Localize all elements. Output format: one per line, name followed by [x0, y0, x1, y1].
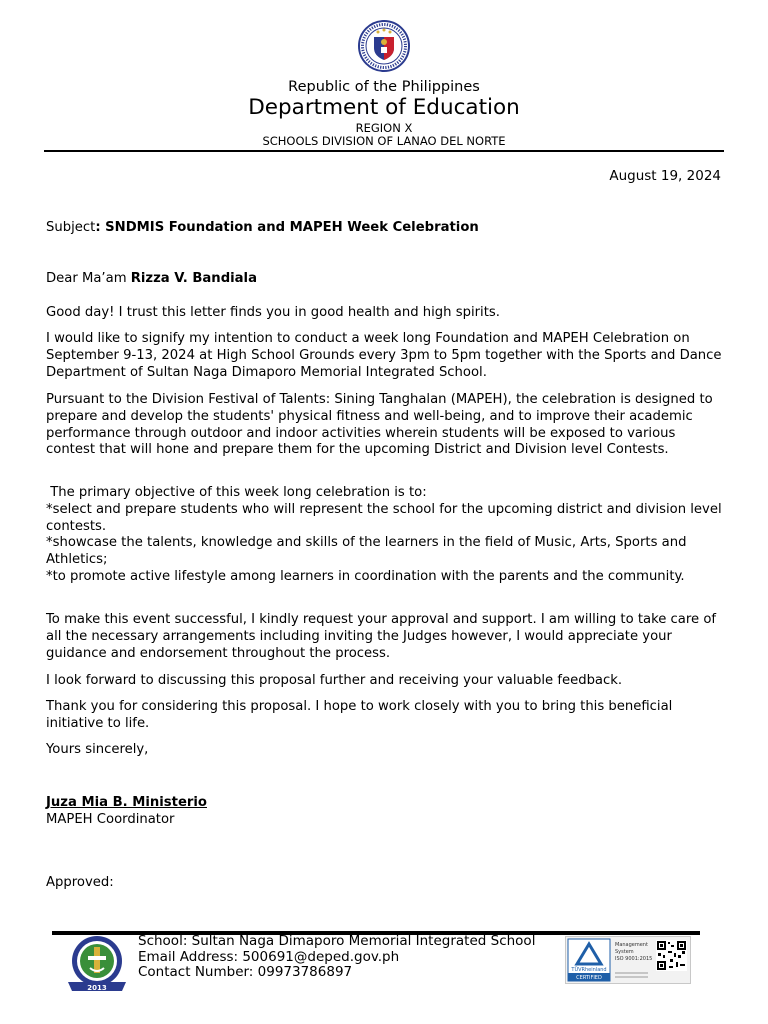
subject-label: Subject — [46, 220, 96, 235]
division-heading: SCHOOLS DIVISION OF LANAO DEL NORTE — [262, 134, 506, 148]
cert-label: CERTIFIED — [576, 975, 602, 981]
approved-label: Approved: — [46, 875, 114, 890]
closing: Yours sincerely, — [46, 742, 149, 757]
subject-text: : SNDMIS Foundation and MAPEH Week Celebration — [95, 220, 479, 235]
cert-brand: TÜVRheinland — [571, 967, 607, 973]
deped-seal-icon — [356, 20, 412, 72]
cert-line2: System — [615, 949, 634, 955]
signer-title: MAPEH Coordinator — [46, 812, 175, 827]
cert-line1: Management — [615, 942, 648, 948]
paragraph-intention: I would like to signify my intention to conduct a week long Foundation and MAPEH Celebration on September 9-13, 2024 at High School Grounds every 3pm to 5pm together with the Sports and Dance Department of Sultan Naga Dimaporo Memorial Integrated School. — [46, 331, 722, 380]
school-logo-year: 2013 — [87, 984, 107, 992]
paragraph-greeting: Good day! I trust this letter finds you in good health and high spirits. — [46, 305, 500, 320]
qr-code-icon — [656, 940, 687, 971]
region-heading: REGION X — [355, 121, 413, 135]
salutation-prefix: Dear Ma’am — [46, 271, 131, 286]
signer-name: Juza Mia B. Ministerio — [46, 795, 207, 810]
paragraph-feedback: I look forward to discussing this proposal further and receiving your valuable feedback. — [46, 673, 623, 688]
cert-line3: ISO 9001:2015 — [615, 956, 653, 962]
letter-date: August 19, 2024 — [609, 168, 721, 184]
objective-item: *showcase the talents, knowledge and skills of the learners in the field of Music, Arts, Sports and Athletics; — [46, 535, 687, 568]
footer-school: School: Sultan Naga Dimaporo Memorial Integrated School — [138, 933, 536, 949]
header-divider — [44, 150, 724, 152]
department-heading: Department of Education — [248, 95, 520, 120]
school-logo-icon — [64, 934, 130, 994]
objective-item: *to promote active lifestyle among learners in coordination with the parents and the community. — [46, 568, 685, 584]
paragraph-request: To make this event successful, I kindly request your approval and support. I am willing to take care of all the necessary arrangements including inviting the Judges however, I would appreciate your guidance and endorsement throughout the process. — [46, 612, 717, 661]
recipient-name: Rizza V. Bandiala — [130, 271, 257, 286]
paragraph-pursuant: Pursuant to the Division Festival of Talents: Sining Tanghalan (MAPEH), the celebration is designed to prepare and develop the students' physical fitness and well-being, and to improve their academic performance through outdoor and indoor activities wherein students will be exposed to various contest that will hone and prepare them for the upcoming District and Division level Contests. — [46, 392, 713, 458]
footer-contact: Contact Number: 09973786897 — [138, 964, 353, 980]
paragraph-thanks: Thank you for considering this proposal. I hope to work closely with you to bring this beneficial initiative to life. — [46, 699, 673, 731]
footer-email: Email Address: 500691@deped.gov.ph — [138, 949, 400, 965]
objectives-block — [46, 485, 722, 586]
objective-item: *select and prepare students who will represent the school for the upcoming district and division level contests. — [46, 501, 722, 534]
objectives-intro: The primary objective of this week long celebration is to: — [46, 485, 427, 500]
salutation — [46, 271, 722, 288]
certification-badge — [565, 936, 691, 984]
subject-line — [46, 220, 722, 237]
republic-heading: Republic of the Philippines — [288, 79, 480, 95]
